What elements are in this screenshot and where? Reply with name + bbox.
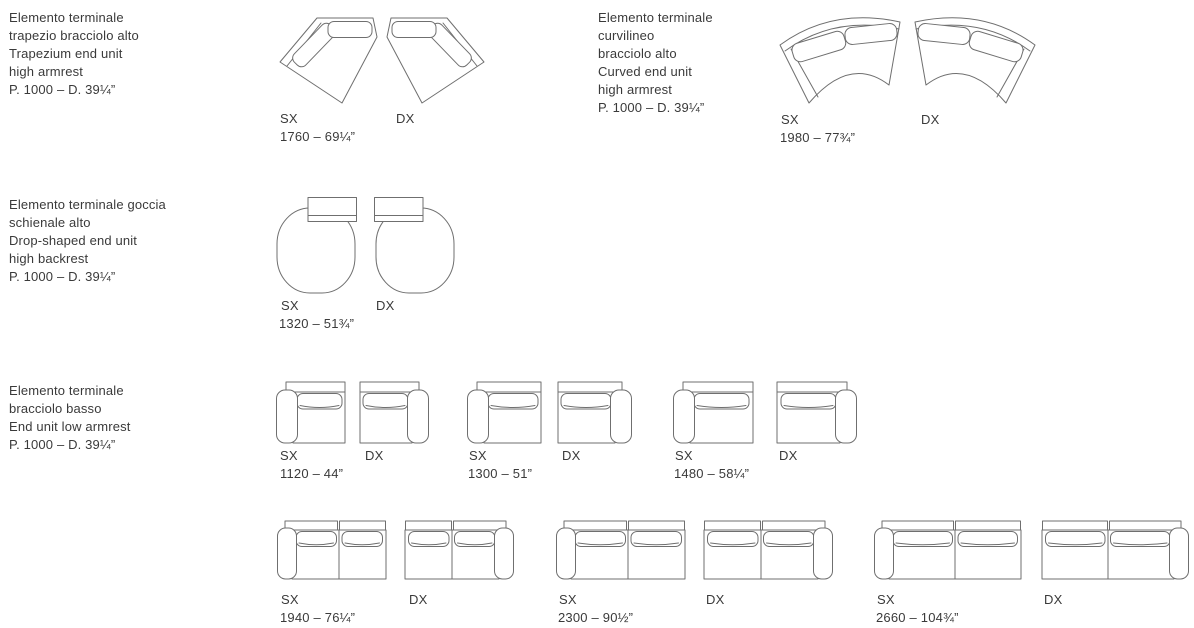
drop-sx-label: SX <box>281 298 299 313</box>
low-single-1120-dx-label: DX <box>365 448 384 463</box>
low-double-1940-dimension: 1940 – 76¼” <box>280 610 356 625</box>
drop-dx-diagram <box>373 196 455 294</box>
description-line: Elemento terminale <box>9 10 124 25</box>
low-single-1300-sx-label: SX <box>469 448 487 463</box>
low-single-1480-dx-label: DX <box>779 448 798 463</box>
low-single-1300-dx-diagram <box>557 381 632 444</box>
description-line: high armrest <box>598 82 673 97</box>
description-line: Elemento terminale goccia <box>9 197 166 212</box>
description-line: Drop-shaped end unit <box>9 233 138 248</box>
low-double-2660-sx-diagram <box>874 520 1022 580</box>
trapezium-sx-diagram <box>268 8 380 108</box>
curved-sx-label: SX <box>781 112 799 127</box>
drop-dx-label: DX <box>376 298 395 313</box>
drop-description <box>9 196 166 286</box>
trapezium-dimension: 1760 – 69¼” <box>280 129 356 144</box>
low-single-1480-dimension: 1480 – 58¼” <box>674 466 750 481</box>
trapezium-description <box>9 9 139 99</box>
curved-dx-diagram <box>913 9 1045 109</box>
low-single-1120-dx-diagram <box>359 381 429 444</box>
low-double-2660-sx-label: SX <box>877 592 895 607</box>
description-line: curvilineo <box>598 28 655 43</box>
description-line: P. 1000 – D. 39¼” <box>598 100 705 115</box>
drop-dimension: 1320 – 51¾” <box>279 316 355 331</box>
description-line: bracciolo basso <box>9 401 102 416</box>
low-single-1480-sx-diagram <box>673 381 754 444</box>
description-line: Trapezium end unit <box>9 46 123 61</box>
curved-dimension: 1980 – 77¾” <box>780 130 856 145</box>
low-double-2660-dx-diagram <box>1041 520 1189 580</box>
curved-description <box>598 9 713 117</box>
low-single-1480-dx-diagram <box>776 381 857 444</box>
description-line: Elemento terminale <box>9 383 124 398</box>
description-line: P. 1000 – D. 39¼” <box>9 82 116 97</box>
low-single-1120-dimension: 1120 – 44” <box>280 466 344 481</box>
low-double-2660-dimension: 2660 – 104¾” <box>876 610 959 625</box>
description-line: high backrest <box>9 251 89 266</box>
low-single-1300-dx-label: DX <box>562 448 581 463</box>
description-line: trapezio bracciolo alto <box>9 28 139 43</box>
low-double-2660-dx-label: DX <box>1044 592 1063 607</box>
low-single-1120-sx-label: SX <box>280 448 298 463</box>
trapezium-dx-label: DX <box>396 111 415 126</box>
low-double-1940-sx-diagram <box>277 520 387 580</box>
low-single-1120-sx-diagram <box>276 381 346 444</box>
trapezium-sx-label: SX <box>280 111 298 126</box>
low-armrest-description <box>9 382 131 454</box>
description-line: bracciolo alto <box>598 46 677 61</box>
low-single-1300-sx-diagram <box>467 381 542 444</box>
description-line: P. 1000 – D. 39¼” <box>9 269 116 284</box>
description-line: Elemento terminale <box>598 10 713 25</box>
low-double-2300-dx-label: DX <box>706 592 725 607</box>
low-double-2300-sx-label: SX <box>559 592 577 607</box>
curved-dx-label: DX <box>921 112 940 127</box>
low-double-1940-sx-label: SX <box>281 592 299 607</box>
description-line: Curved end unit <box>598 64 693 79</box>
low-single-1300-dimension: 1300 – 51” <box>468 466 533 481</box>
low-double-1940-dx-diagram <box>404 520 514 580</box>
low-single-1480-sx-label: SX <box>675 448 693 463</box>
description-line: high armrest <box>9 64 84 79</box>
curved-sx-diagram <box>770 9 902 109</box>
trapezium-dx-diagram <box>384 8 496 108</box>
description-line: End unit low armrest <box>9 419 131 434</box>
description-line: P. 1000 – D. 39¼” <box>9 437 116 452</box>
low-double-1940-dx-label: DX <box>409 592 428 607</box>
low-double-2300-dimension: 2300 – 90½” <box>558 610 634 625</box>
drop-sx-diagram <box>276 196 358 294</box>
low-double-2300-dx-diagram <box>703 520 833 580</box>
description-line: schienale alto <box>9 215 91 230</box>
low-double-2300-sx-diagram <box>556 520 686 580</box>
